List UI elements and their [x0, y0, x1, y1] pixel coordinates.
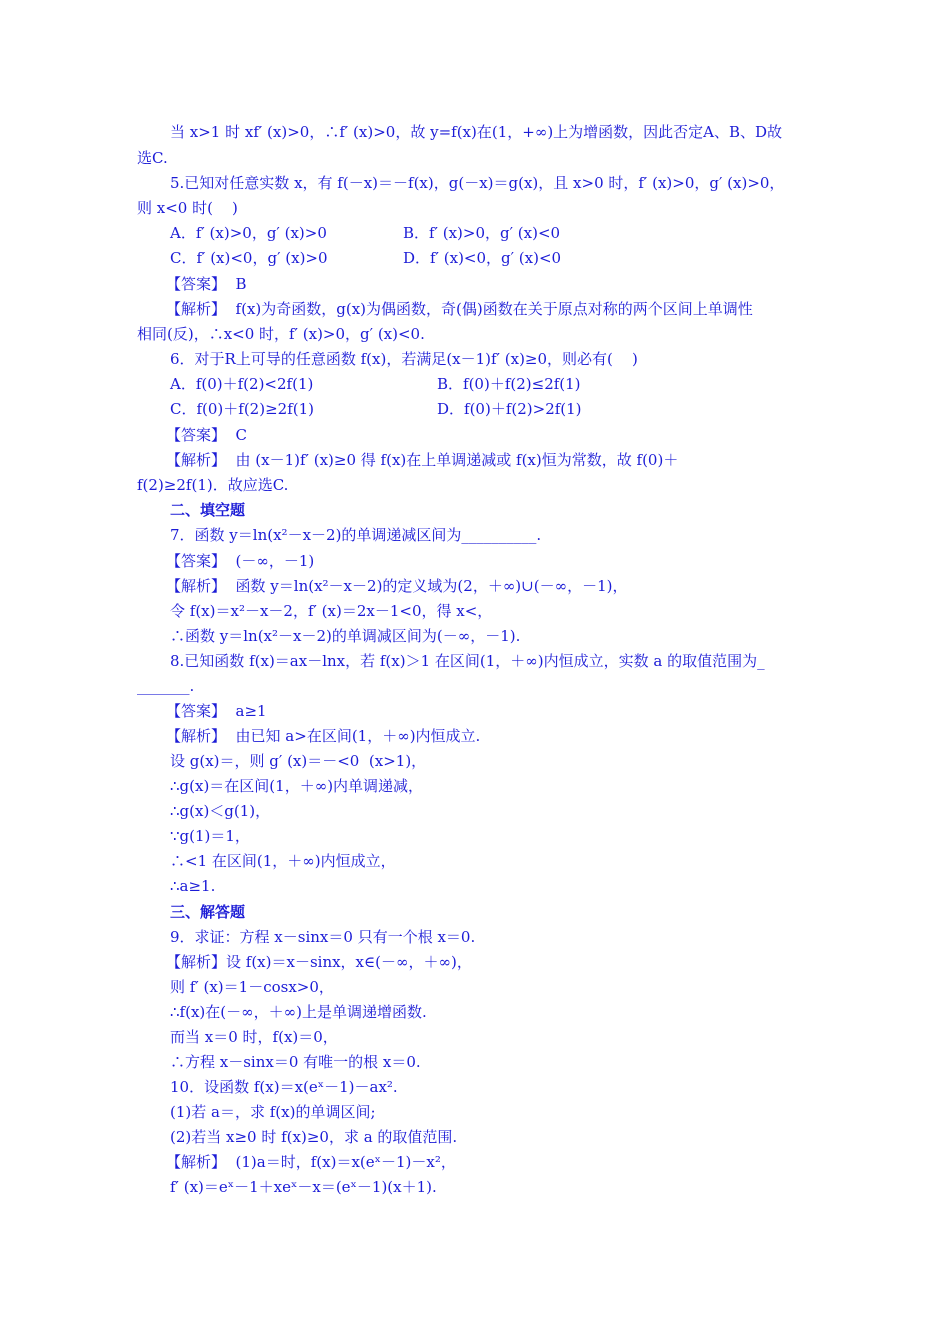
answer-label: 【答案】 B — [166, 275, 247, 293]
text-line: 而当 x＝0 时，f(x)＝0， — [170, 1028, 338, 1046]
text-line: 设 g(x)＝，则 g′ (x)＝－<0 (x>1)， — [170, 752, 427, 770]
text-line: f(2)≥2f(1)．故应选C. — [137, 476, 289, 494]
option-d: D．f(0)＋f(2)>2f(1) — [437, 400, 582, 418]
text-line: (2)若当 x≥0 时 f(x)≥0，求 a 的取值范围. — [170, 1128, 458, 1146]
text-line: ∴g(x)＜g(1)， — [170, 802, 271, 820]
text-line: 选C. — [137, 149, 168, 167]
analysis-text: 【解析】 函数 y＝ln(x²－x－2)的定义域为(2，＋∞)∪(－∞，－1)， — [166, 577, 628, 595]
text-line: (1)若 a＝，求 f(x)的单调区间; — [170, 1103, 376, 1121]
text-line: ∴<1 在区间(1，＋∞)内恒成立， — [170, 852, 396, 870]
text-line: ∴函数 y＝ln(x²－x－2)的单调减区间为(－∞，－1). — [170, 627, 521, 645]
answer-label: 【答案】 (－∞，－1) — [166, 552, 315, 570]
option-a: A．f(0)＋f(2)<2f(1) — [170, 375, 314, 393]
answer-label: 【答案】 C — [166, 426, 248, 444]
option-c: C．f(0)＋f(2)≥2f(1) — [170, 400, 314, 418]
option-b: B．f′ (x)>0，g′ (x)<0 — [403, 224, 561, 242]
answer-label: 【答案】 a≥1 — [166, 702, 267, 720]
question-9: 9．求证：方程 x－sinx＝0 只有一个根 x＝0. — [170, 928, 476, 946]
text-line: ∵g(1)＝1， — [170, 827, 250, 845]
section-heading: 二、填空题 — [170, 501, 246, 519]
option-c: C．f′ (x)<0，g′ (x)>0 — [170, 249, 328, 267]
text-line: ∴a≥1. — [170, 877, 216, 895]
option-d: D．f′ (x)<0，g′ (x)<0 — [403, 249, 562, 267]
text-line: 则 x<0 时( ) — [137, 199, 238, 217]
option-a: A．f′ (x)>0，g′ (x)>0 — [170, 224, 327, 242]
text-line: ∴方程 x－sinx＝0 有唯一的根 x＝0. — [170, 1053, 421, 1071]
text-line: _______. — [137, 677, 195, 695]
analysis-text: 【解析】 f(x)为奇函数，g(x)为偶函数，奇(偶)函数在关于原点对称的两个区间上单调性 — [166, 300, 753, 318]
text-line: 令 f(x)＝x²－x－2，f′ (x)＝2x－1<0，得 x<， — [170, 602, 493, 620]
analysis-text: 【解析】 由 (x－1)f′ (x)≥0 得 f(x)在上单调递减或 f(x)恒为常数，故 f(0)＋ — [166, 451, 679, 469]
option-b: B．f(0)＋f(2)≤2f(1) — [437, 375, 581, 393]
question-8: 8.已知函数 f(x)＝ax－lnx，若 f(x)＞1 在区间(1，＋∞)内恒成立，实数 a 的取值范围为_ — [170, 652, 765, 670]
text-line: 则 f′ (x)＝1－cosx>0， — [170, 978, 334, 996]
text-line: 当 x>1 时 xf′ (x)>0，∴f′ (x)>0，故 y=f(x)在(1，+∞)上为增函数，因此否定A、B、D故 — [170, 123, 783, 141]
text-line: 相同(反)，∴x<0 时，f′ (x)>0，g′ (x)<0. — [137, 325, 425, 343]
text-line: ∴g(x)＝在区间(1，＋∞)内单调递减， — [170, 777, 424, 795]
text-line: ∴f(x)在(－∞，＋∞)上是单调递增函数. — [170, 1003, 427, 1021]
question-5: 5.已知对任意实数 x，有 f(－x)＝－f(x)，g(－x)＝g(x)，且 x>0 时，f′ (x)>0，g′ (x)>0， — [170, 174, 785, 192]
analysis-text: 【解析】 (1)a＝时，f(x)＝x(eˣ－1)－x²， — [166, 1153, 456, 1171]
question-7: 7．函数 y＝ln(x²－x－2)的单调递减区间为__________. — [170, 526, 542, 544]
question-6: 6．对于R上可导的任意函数 f(x)，若满足(x－1)f′ (x)≥0，则必有( ) — [170, 350, 638, 368]
question-10: 10．设函数 f(x)＝x(eˣ－1)－ax². — [170, 1078, 398, 1096]
analysis-text: 【解析】设 f(x)＝x－sinx，x∈(－∞，＋∞)， — [166, 953, 472, 971]
text-line: f′ (x)＝eˣ－1＋xeˣ－x＝(eˣ－1)(x＋1). — [170, 1178, 437, 1196]
analysis-text: 【解析】 由已知 a>在区间(1，＋∞)内恒成立. — [166, 727, 481, 745]
section-heading: 三、解答题 — [170, 903, 246, 921]
